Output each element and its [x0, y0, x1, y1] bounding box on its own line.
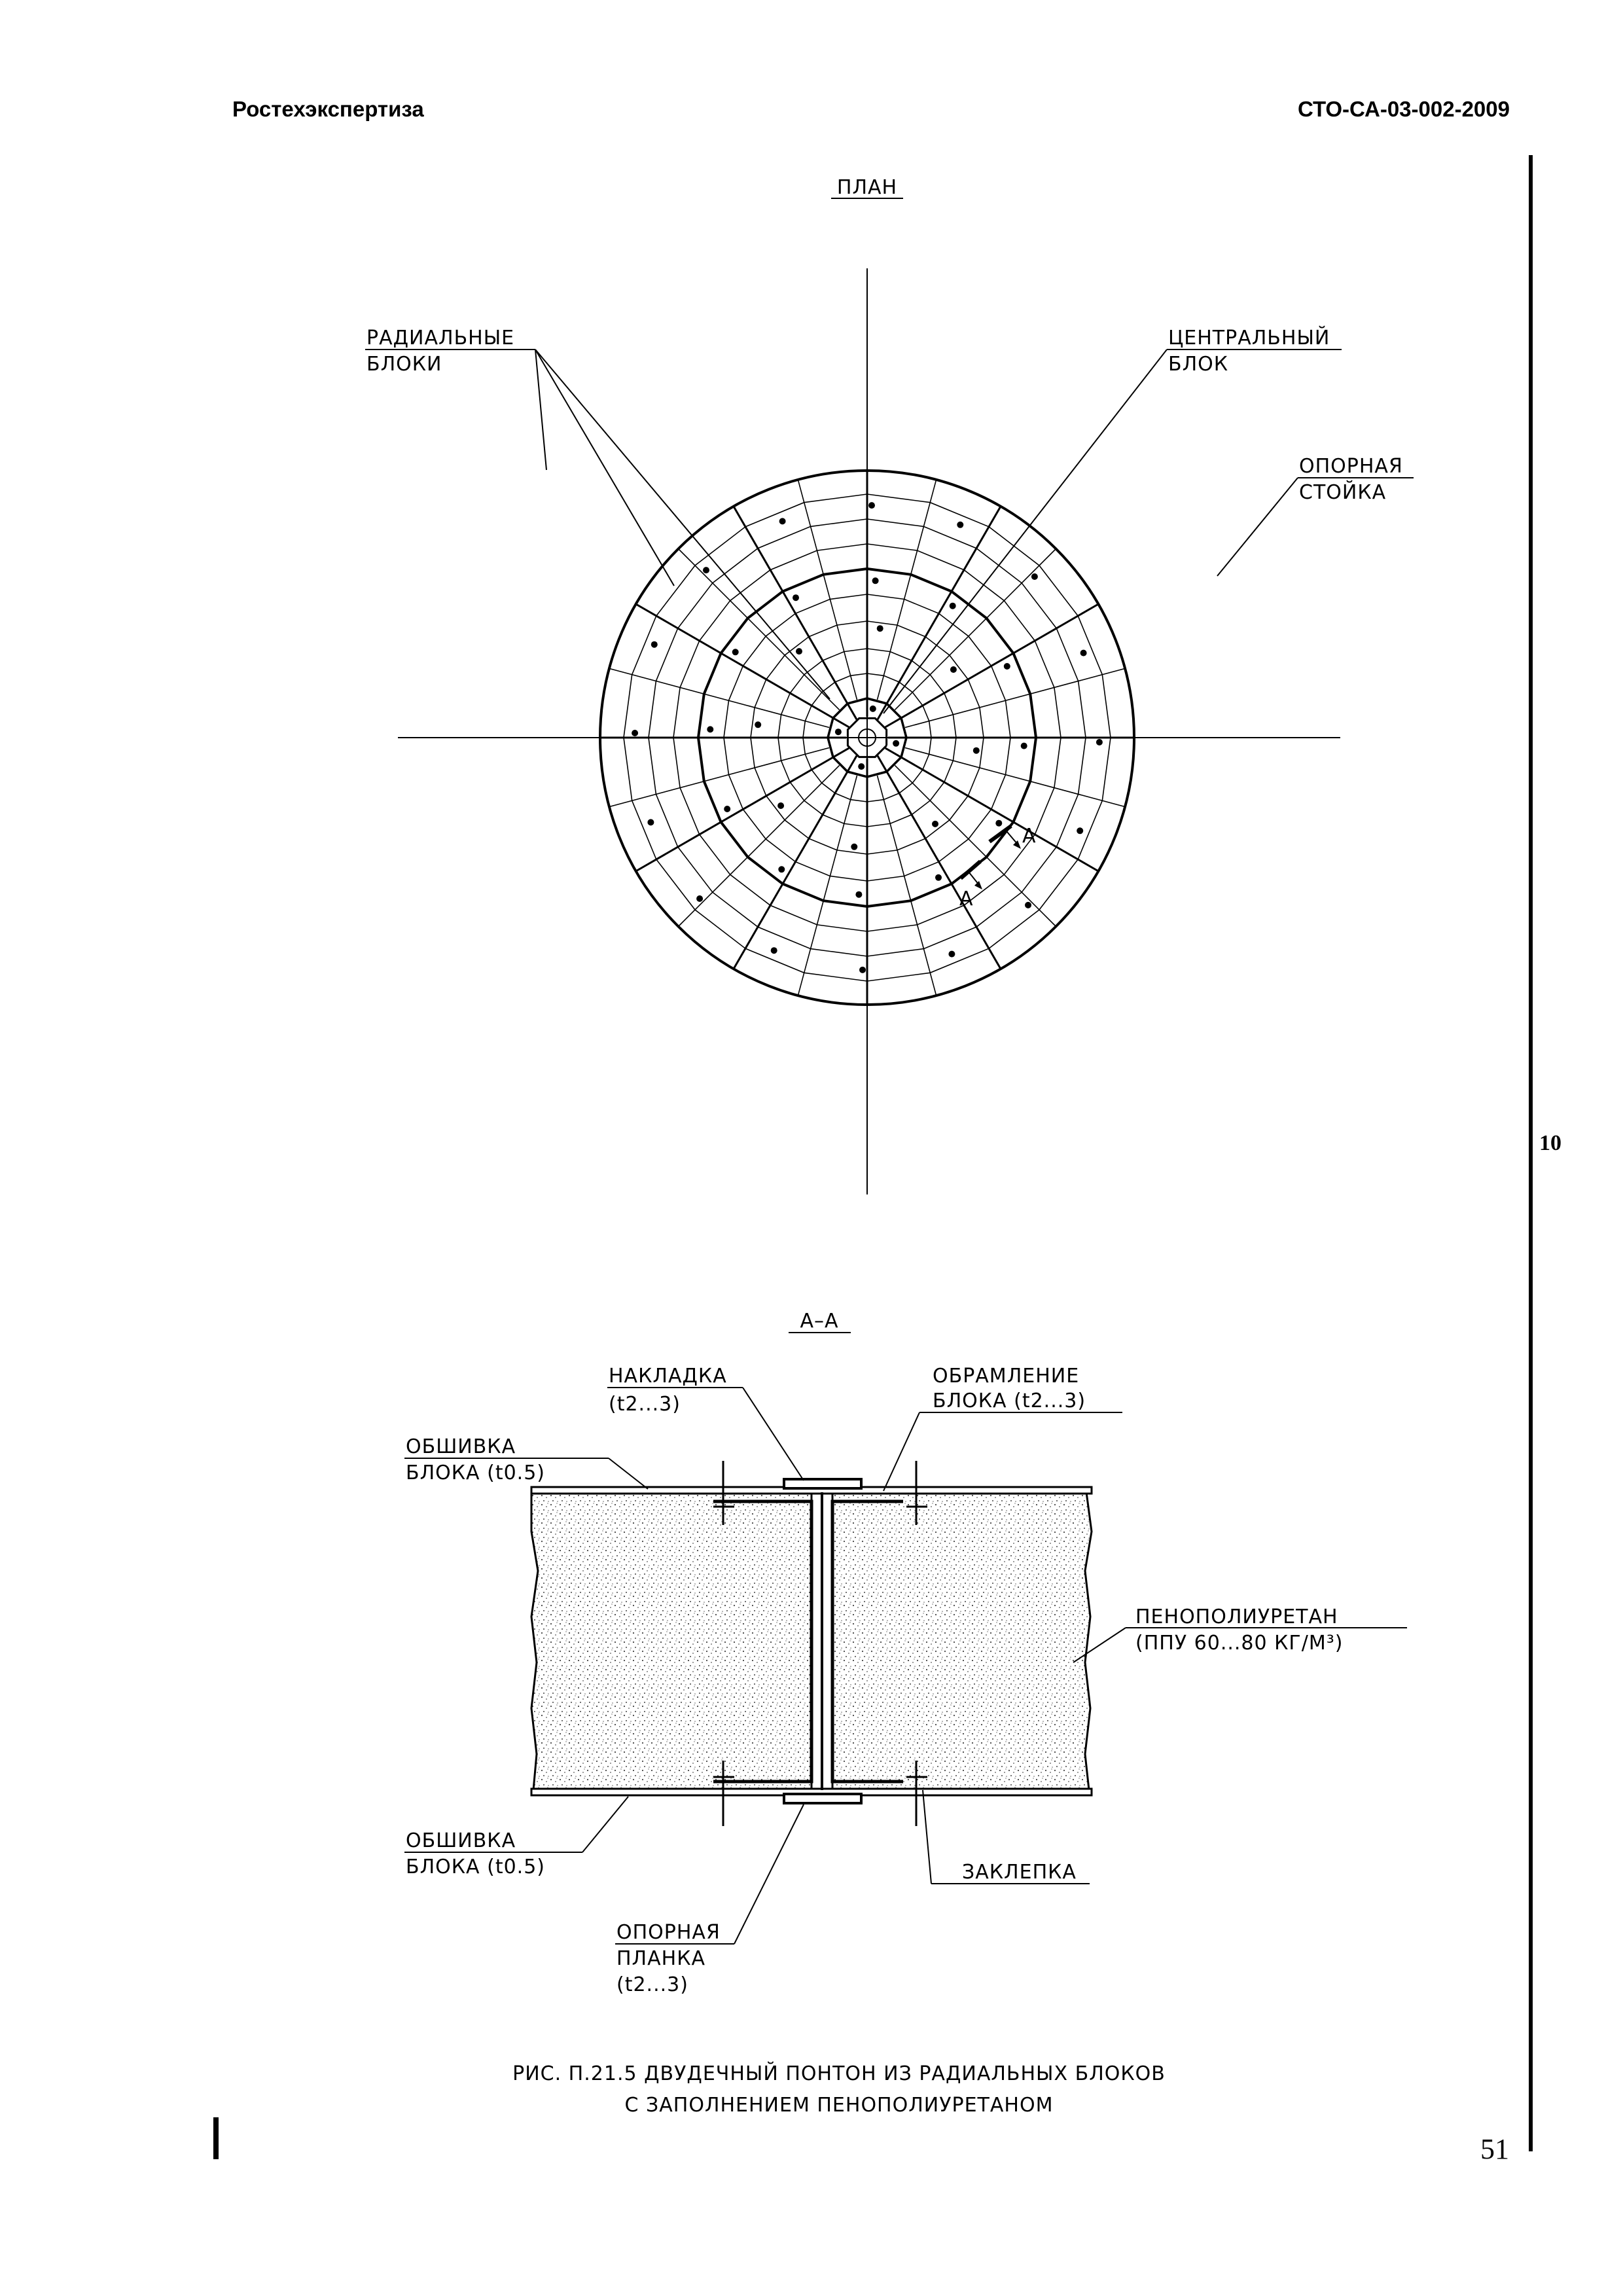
radial-seam — [905, 668, 1125, 727]
support-post — [957, 522, 963, 528]
support-post — [696, 895, 703, 902]
label-skin-bottom-1: ОБШИВКА — [406, 1829, 516, 1852]
section-view — [404, 1310, 1407, 1996]
support-post — [778, 866, 785, 872]
label-overlay-1: НАКЛАДКА — [609, 1365, 727, 1388]
support-post — [935, 874, 942, 881]
radial-seam — [636, 748, 849, 871]
radial-seam — [609, 668, 829, 727]
radial-seam — [734, 507, 857, 720]
support-post — [868, 502, 875, 509]
support-post — [995, 820, 1002, 827]
support-post — [796, 648, 802, 655]
label-radial-blocks-2: БЛОКИ — [366, 353, 442, 376]
support-post — [793, 594, 799, 601]
support-post — [755, 721, 761, 728]
label-support-plate-1: ОПОРНАЯ — [616, 1921, 721, 1944]
label-support-post-2: СТОЙКА — [1299, 481, 1387, 504]
label-foam-2: (ППУ 60...80 КГ/М³) — [1135, 1632, 1344, 1655]
label-frame-2: БЛОКА (t2...3) — [933, 1390, 1086, 1412]
radial-seam — [679, 549, 840, 710]
section-title: А–А — [800, 1310, 839, 1333]
support-post — [724, 806, 730, 812]
support-post — [870, 706, 876, 712]
label-support-plate-3: (t2...3) — [616, 1973, 688, 1996]
support-post — [1004, 663, 1010, 670]
label-skin-top-1: ОБШИВКА — [406, 1435, 516, 1458]
radial-seam — [734, 756, 857, 969]
support-post — [707, 726, 713, 732]
radial-seam — [905, 748, 1125, 807]
support-post — [1021, 743, 1027, 749]
foam-block-left — [531, 1492, 812, 1790]
radial-seam — [878, 776, 936, 996]
radial-seam — [878, 480, 936, 700]
plan-title: ПЛАН — [836, 176, 898, 199]
support-post — [973, 747, 980, 754]
sheet-mark: 10 — [1539, 1131, 1561, 1155]
radial-seam — [885, 748, 1099, 871]
support-post — [1077, 827, 1083, 834]
support-post — [632, 730, 638, 736]
overlay-plate — [784, 1479, 861, 1488]
label-skin-top-2: БЛОКА (t0.5) — [406, 1462, 545, 1484]
section-mark-a-lower: А — [959, 888, 974, 910]
support-post — [859, 967, 866, 973]
support-post — [872, 577, 879, 584]
support-post — [932, 821, 938, 827]
label-central-block-1: ЦЕНТРАЛЬНЫЙ — [1168, 327, 1330, 350]
label-skin-bottom-2: БЛОКА (t0.5) — [406, 1856, 545, 1878]
radial-seam — [679, 765, 840, 926]
radial-seam — [798, 776, 857, 996]
support-post — [777, 802, 784, 809]
radial-seam — [885, 604, 1099, 727]
page-number: 51 — [1480, 2133, 1509, 2165]
foam-block-right — [832, 1492, 1092, 1790]
section-cut-marks — [961, 826, 1021, 889]
support-post — [732, 649, 739, 655]
radial-seam — [878, 507, 1001, 720]
caption-line-1: РИС. П.21.5 ДВУДЕЧНЫЙ ПОНТОН ИЗ РАДИАЛЬНЫХ БЛОКОВ — [512, 2062, 1166, 2085]
label-central-block-2: БЛОК — [1168, 353, 1229, 376]
label-overlay-2: (t2...3) — [609, 1393, 681, 1416]
support-post — [855, 891, 862, 898]
support-post — [647, 819, 654, 825]
support-post — [835, 728, 842, 735]
caption-line-2: С ЗАПОЛНЕНИЕМ ПЕНОПОЛИУРЕТАНОМ — [624, 2094, 1054, 2117]
label-support-post-1: ОПОРНАЯ — [1299, 455, 1403, 478]
label-radial-blocks-1: РАДИАЛЬНЫЕ — [366, 327, 515, 350]
support-post — [1025, 902, 1031, 908]
support-post — [858, 763, 865, 770]
support-plate — [784, 1794, 861, 1803]
support-post — [651, 641, 658, 648]
label-rivet: ЗАКЛЕПКА — [962, 1861, 1077, 1884]
radial-seam — [895, 549, 1056, 710]
support-post — [771, 947, 777, 954]
support-post — [1031, 573, 1038, 580]
plan-view — [365, 176, 1414, 1194]
plan-leaders — [365, 350, 1414, 713]
support-post — [851, 844, 857, 850]
support-post — [950, 603, 956, 609]
radial-seam — [609, 748, 829, 807]
label-frame-1: ОБРАМЛЕНИЕ — [933, 1365, 1080, 1388]
support-post — [703, 567, 709, 573]
support-post — [779, 518, 786, 524]
header-document-code: СТО-СА-03-002-2009 — [1298, 97, 1510, 121]
support-post — [948, 951, 955, 958]
support-post — [877, 625, 883, 632]
radial-seam — [798, 480, 857, 700]
support-post — [950, 666, 957, 673]
support-post — [1096, 739, 1103, 745]
radial-seam — [878, 756, 1001, 969]
label-foam-1: ПЕНОПОЛИУРЕТАН — [1135, 1605, 1338, 1628]
support-post — [1080, 650, 1087, 656]
header-organization: Ростехэкспертиза — [232, 97, 424, 121]
radial-seam — [636, 604, 849, 727]
support-post — [893, 740, 899, 747]
section-mark-a-upper: А — [1022, 825, 1037, 848]
label-support-plate-2: ПЛАНКА — [616, 1947, 706, 1970]
